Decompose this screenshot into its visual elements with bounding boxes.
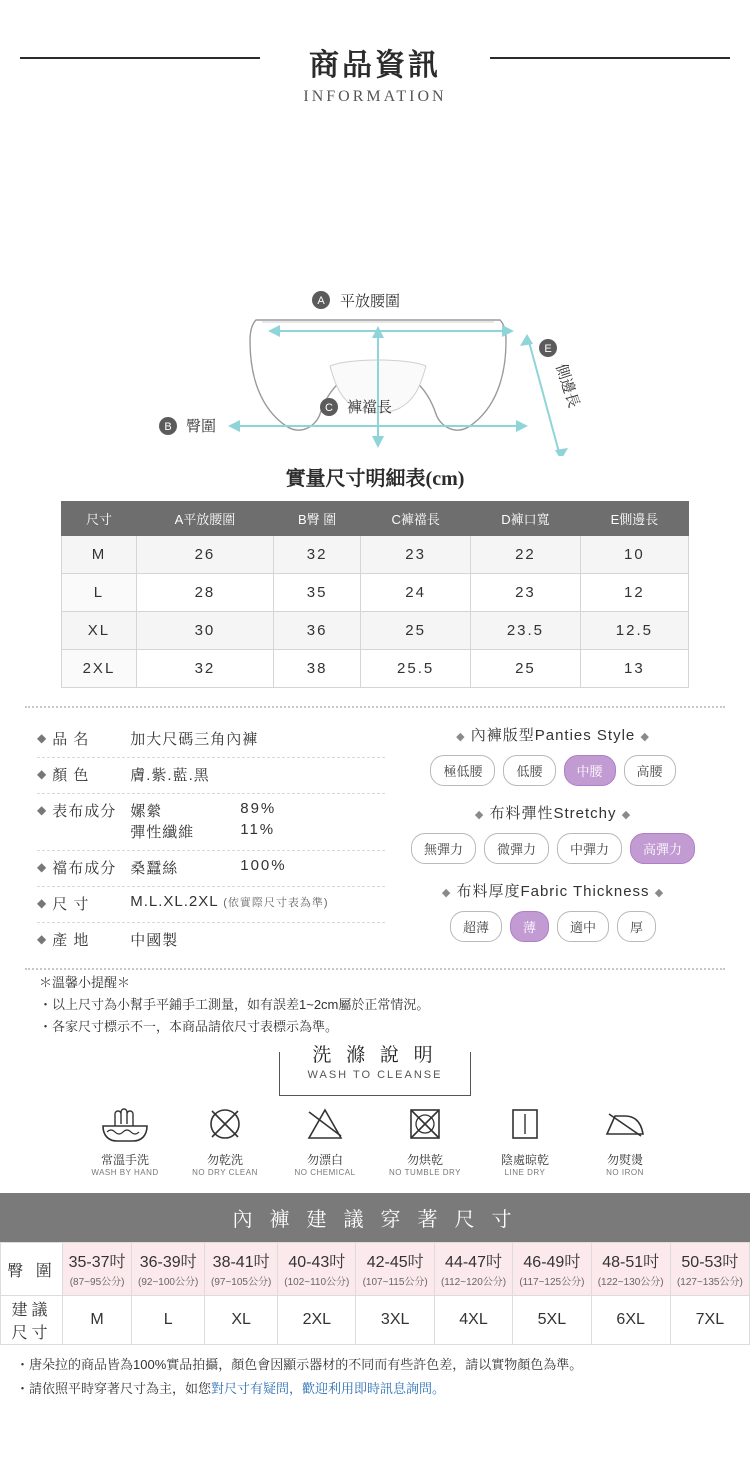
note-line-2: ・各家尺寸標示不一，本商品請依尺寸表標示為準。 xyxy=(39,1019,339,1035)
diamond-icon: ◆ xyxy=(474,809,485,821)
style-options xyxy=(391,755,715,786)
wash-icon-label-cn: 陰處晾乾 xyxy=(500,1153,549,1168)
table-row xyxy=(62,536,689,574)
wash-header xyxy=(0,1045,750,1098)
size-note: (依實際尺寸表為準) xyxy=(223,897,329,909)
cell-crotch: 23 xyxy=(361,536,471,574)
spec-row-face-fabric xyxy=(37,794,385,851)
diamond-icon: ◆ xyxy=(456,731,466,743)
cell-leg: 23.5 xyxy=(471,612,581,650)
label-c-text: 褲襠長 xyxy=(347,399,393,416)
hip-cell xyxy=(434,1243,512,1296)
wash-title-cn: 洗 滌 說 明 xyxy=(306,1040,443,1067)
size-cell: XL xyxy=(205,1296,278,1345)
hip-cm: (117~125公分) xyxy=(519,1277,585,1289)
label-b-text: 臀圍 xyxy=(186,418,217,435)
cell-leg: 23 xyxy=(471,574,581,612)
fabric-pct: 89% xyxy=(240,800,277,817)
hip-inch: 46-49吋 xyxy=(523,1254,581,1272)
page-title: 商品資訊 xyxy=(309,49,441,82)
cell-waist: 28 xyxy=(136,574,273,612)
wash-icon-row xyxy=(0,1104,750,1177)
hip-inch: 38-41吋 xyxy=(212,1254,270,1272)
composition-line xyxy=(130,857,385,878)
stretch-title-text: 布料彈性Stretchy xyxy=(489,805,617,822)
hip-cell xyxy=(63,1243,132,1296)
suggested-size-section xyxy=(0,1193,750,1345)
cell-size: L xyxy=(62,574,137,612)
diamond-icon: ◆ xyxy=(37,860,47,874)
col-leg-opening: D褲口寬 xyxy=(471,502,581,536)
spec-label-face: 表布成分 xyxy=(52,803,117,820)
line-dry-icon xyxy=(497,1104,553,1144)
wash-icon-no-dry-clean xyxy=(188,1104,262,1177)
hip-cm: (102~110公分) xyxy=(284,1277,350,1289)
wash-title-box xyxy=(279,1045,470,1096)
spec-value-origin: 中國製 xyxy=(130,932,179,949)
hip-cell xyxy=(670,1243,749,1296)
spec-label-color: 顏 色 xyxy=(52,767,90,784)
thickness-option-1[interactable]: 薄 xyxy=(510,911,549,942)
thickness-group-title xyxy=(391,880,715,901)
hip-cell xyxy=(278,1243,356,1296)
stretch-option-0[interactable]: 無彈力 xyxy=(411,833,476,864)
spec-label-origin: 產 地 xyxy=(52,932,90,949)
table-row xyxy=(62,574,689,612)
size-cell: 5XL xyxy=(513,1296,591,1345)
diamond-icon: ◆ xyxy=(37,803,47,817)
cell-hip: 32 xyxy=(273,536,360,574)
diamond-icon: ◆ xyxy=(37,896,47,910)
label-a-text: 平放腰圍 xyxy=(340,293,401,310)
size-cell: L xyxy=(132,1296,205,1345)
spec-row-crotch-fabric xyxy=(37,851,385,887)
hip-cell xyxy=(591,1243,670,1296)
thickness-option-2[interactable]: 適中 xyxy=(557,911,609,942)
spec-value-size xyxy=(130,893,385,910)
cell-side: 13 xyxy=(580,650,688,688)
footer-line-2-prefix: ・請依照平時穿著尺寸為主，如您 xyxy=(16,1380,212,1396)
size-table-title: 實量尺寸明細表(cm) xyxy=(285,468,465,490)
size-row xyxy=(1,1296,750,1345)
spec-value-color: 膚.紫.藍.黑 xyxy=(130,767,210,784)
measurement-diagram xyxy=(0,126,750,456)
cell-leg: 25 xyxy=(471,650,581,688)
size-cell: 6XL xyxy=(591,1296,670,1345)
notes-title: ＊溫馨小提醒＊ xyxy=(39,975,131,990)
no-bleach-icon xyxy=(297,1104,353,1144)
cell-leg: 22 xyxy=(471,536,581,574)
thickness-option-0[interactable]: 超薄 xyxy=(450,911,502,942)
header-rule-left xyxy=(20,57,260,59)
hip-cm: (127~135公分) xyxy=(676,1277,743,1289)
cell-hip: 35 xyxy=(273,574,360,612)
hip-cell xyxy=(356,1243,434,1296)
style-option-0[interactable]: 極低腰 xyxy=(430,755,495,786)
table-row xyxy=(62,612,689,650)
diamond-icon: ◆ xyxy=(441,887,452,899)
hip-cm: (92~100公分) xyxy=(138,1277,199,1289)
spec-label-name: 品 名 xyxy=(52,731,90,748)
hip-cm: (112~120公分) xyxy=(440,1277,507,1289)
wash-icon-no-tumble-dry xyxy=(388,1104,462,1177)
footer-notes xyxy=(0,1345,750,1412)
hip-inch: 40-43吋 xyxy=(288,1254,346,1272)
label-a-letter: A xyxy=(317,295,325,307)
label-b-letter: B xyxy=(164,421,172,433)
style-title-text: 內褲版型Panties Style xyxy=(470,727,636,744)
hip-cm: (87~95公分) xyxy=(69,1277,125,1289)
spec-value-crotch xyxy=(130,857,385,878)
thickness-title-text: 布料厚度Fabric Thickness xyxy=(456,883,650,900)
composition-line xyxy=(130,800,385,821)
suggested-size-title: 內 褲 建 議 穿 著 尺 寸 xyxy=(0,1193,750,1242)
cell-size: 2XL xyxy=(62,650,137,688)
wash-icon-label-cn: 勿乾洗 xyxy=(206,1153,243,1168)
col-waist: A平放腰圍 xyxy=(136,502,273,536)
wash-icon-no-bleach xyxy=(288,1104,362,1177)
cell-hip: 38 xyxy=(273,650,360,688)
wash-icon-label-en: NO CHEMICAL xyxy=(294,1168,356,1178)
style-group-title xyxy=(391,724,715,745)
size-table xyxy=(61,501,689,688)
table-row xyxy=(62,650,689,688)
no-tumble-dry-icon xyxy=(397,1104,453,1144)
fabric-pct: 11% xyxy=(240,821,276,838)
hip-row-label: 臀 圍 xyxy=(1,1243,63,1296)
fabric-name: 桑蠶絲 xyxy=(130,860,179,877)
stretch-group-title xyxy=(391,802,715,823)
header-rule-right xyxy=(490,57,730,59)
cell-waist: 26 xyxy=(136,536,273,574)
cell-size: XL xyxy=(62,612,137,650)
diamond-icon: ◆ xyxy=(640,731,650,743)
fabric-name: 彈性纖維 xyxy=(130,824,195,841)
size-cell: M xyxy=(63,1296,132,1345)
wash-icon-label-cn: 勿烘乾 xyxy=(406,1153,443,1168)
spec-value-name: 加大尺碼三角內褲 xyxy=(130,731,259,748)
suggested-size-table xyxy=(0,1242,750,1345)
cell-side: 10 xyxy=(580,536,688,574)
diamond-icon: ◆ xyxy=(37,767,47,781)
style-option-3[interactable]: 高腰 xyxy=(624,755,676,786)
hip-cm: (107~115公分) xyxy=(362,1277,428,1289)
spec-left-column xyxy=(25,722,385,958)
composition-line xyxy=(130,821,385,842)
wash-icon-label-en: NO IRON xyxy=(606,1168,644,1178)
col-size: 尺寸 xyxy=(62,502,137,536)
page-subtitle: INFORMATION xyxy=(303,88,447,105)
stretch-option-3[interactable]: 高彈力 xyxy=(630,833,695,864)
spec-row-name xyxy=(37,722,385,758)
wash-title-en: WASH TO CLEANSE xyxy=(307,1069,443,1082)
hip-row xyxy=(1,1243,750,1296)
cell-size: M xyxy=(62,536,137,574)
size-cell: 7XL xyxy=(670,1296,749,1345)
hip-inch: 48-51吋 xyxy=(602,1254,660,1272)
hip-inch: 50-53吋 xyxy=(681,1254,739,1272)
footer-line-1: ・唐朵拉的商品皆為100%實品拍攝，顏色會因顯示器材的不同而有些許色差，請以實物顏色為準。 xyxy=(16,1357,583,1373)
hip-inch: 35-37吋 xyxy=(68,1254,126,1272)
no-dry-clean-icon xyxy=(197,1104,253,1144)
hip-inch: 44-47吋 xyxy=(445,1254,502,1272)
hip-cell xyxy=(513,1243,591,1296)
wash-icon-label-cn: 勿漂白 xyxy=(306,1153,343,1168)
wash-icon-label-en: NO DRY CLEAN xyxy=(192,1168,258,1178)
thickness-options xyxy=(391,911,715,942)
size-cell: 2XL xyxy=(278,1296,356,1345)
size-row-label: 建議尺寸 xyxy=(1,1296,63,1345)
size-list: M.L.XL.2XL xyxy=(130,893,219,910)
style-option-2[interactable]: 中腰 xyxy=(564,755,616,786)
spec-row-origin xyxy=(37,923,385,958)
note-line-1: ・以上尺寸為小幫手平鋪手工測量，如有誤差1~2cm屬於正常情況。 xyxy=(39,997,430,1012)
wash-icon-label-en: LINE DRY xyxy=(504,1168,546,1178)
col-crotch: C褲襠長 xyxy=(361,502,471,536)
spec-row-sizes xyxy=(37,887,385,923)
spec-label-size: 尺 寸 xyxy=(52,896,90,913)
wash-icon-label-cn: 常溫手洗 xyxy=(100,1153,149,1168)
hip-inch: 42-45吋 xyxy=(366,1254,424,1272)
cell-side: 12.5 xyxy=(580,612,688,650)
footer-line-2 xyxy=(16,1377,740,1400)
col-side: E側邊長 xyxy=(580,502,688,536)
no-iron-icon xyxy=(597,1104,653,1144)
hand-wash-icon xyxy=(97,1104,153,1144)
label-e-letter: E xyxy=(544,343,552,355)
stretch-option-2[interactable]: 中彈力 xyxy=(557,833,622,864)
size-cell: 4XL xyxy=(434,1296,512,1345)
diamond-icon: ◆ xyxy=(621,809,632,821)
cell-waist: 32 xyxy=(136,650,273,688)
hip-cm: (97~105公分) xyxy=(210,1277,272,1289)
diamond-icon: ◆ xyxy=(37,731,47,745)
size-table-header-row xyxy=(62,502,689,536)
notes-section xyxy=(25,972,725,1038)
hip-cell xyxy=(205,1243,278,1296)
style-option-1[interactable]: 低腰 xyxy=(503,755,555,786)
cell-crotch: 24 xyxy=(361,574,471,612)
fabric-name: 嫘縈 xyxy=(130,803,163,820)
spec-section xyxy=(25,706,725,970)
label-c-letter: C xyxy=(325,402,333,414)
thickness-option-3[interactable]: 厚 xyxy=(617,911,656,942)
size-cell: 3XL xyxy=(356,1296,434,1345)
stretch-options xyxy=(391,833,715,864)
diamond-icon: ◆ xyxy=(654,887,665,899)
wash-icon-label-en: NO TUMBLE DRY xyxy=(389,1168,461,1178)
page-header xyxy=(0,0,750,106)
wash-icon-no-iron xyxy=(588,1104,662,1177)
wash-icon-hand-wash xyxy=(88,1104,162,1177)
panty-diagram-svg xyxy=(0,126,750,456)
fabric-pct: 100% xyxy=(240,857,287,874)
cell-hip: 36 xyxy=(273,612,360,650)
col-hip: B臀 圍 xyxy=(273,502,360,536)
wash-icon-label-en: WASH BY HAND xyxy=(91,1168,159,1178)
stretch-option-1[interactable]: 微彈力 xyxy=(484,833,549,864)
spec-row-color xyxy=(37,758,385,794)
cell-crotch: 25 xyxy=(361,612,471,650)
cell-waist: 30 xyxy=(136,612,273,650)
cell-crotch: 25.5 xyxy=(361,650,471,688)
spec-right-column xyxy=(385,722,715,958)
hip-inch: 36-39吋 xyxy=(139,1254,197,1272)
hip-cm: (122~130公分) xyxy=(597,1277,664,1289)
diamond-icon: ◆ xyxy=(37,932,47,946)
spec-value-face xyxy=(130,800,385,842)
hip-cell xyxy=(132,1243,205,1296)
wash-icon-line-dry xyxy=(488,1104,562,1177)
footer-line-2-highlight[interactable]: 對尺寸有疑問，歡迎利用即時訊息詢問。 xyxy=(211,1380,446,1396)
cell-side: 12 xyxy=(580,574,688,612)
label-e-text: 側邊長 xyxy=(552,361,583,411)
wash-icon-label-cn: 勿熨燙 xyxy=(606,1153,643,1168)
spec-label-crotch: 襠布成分 xyxy=(52,860,117,877)
